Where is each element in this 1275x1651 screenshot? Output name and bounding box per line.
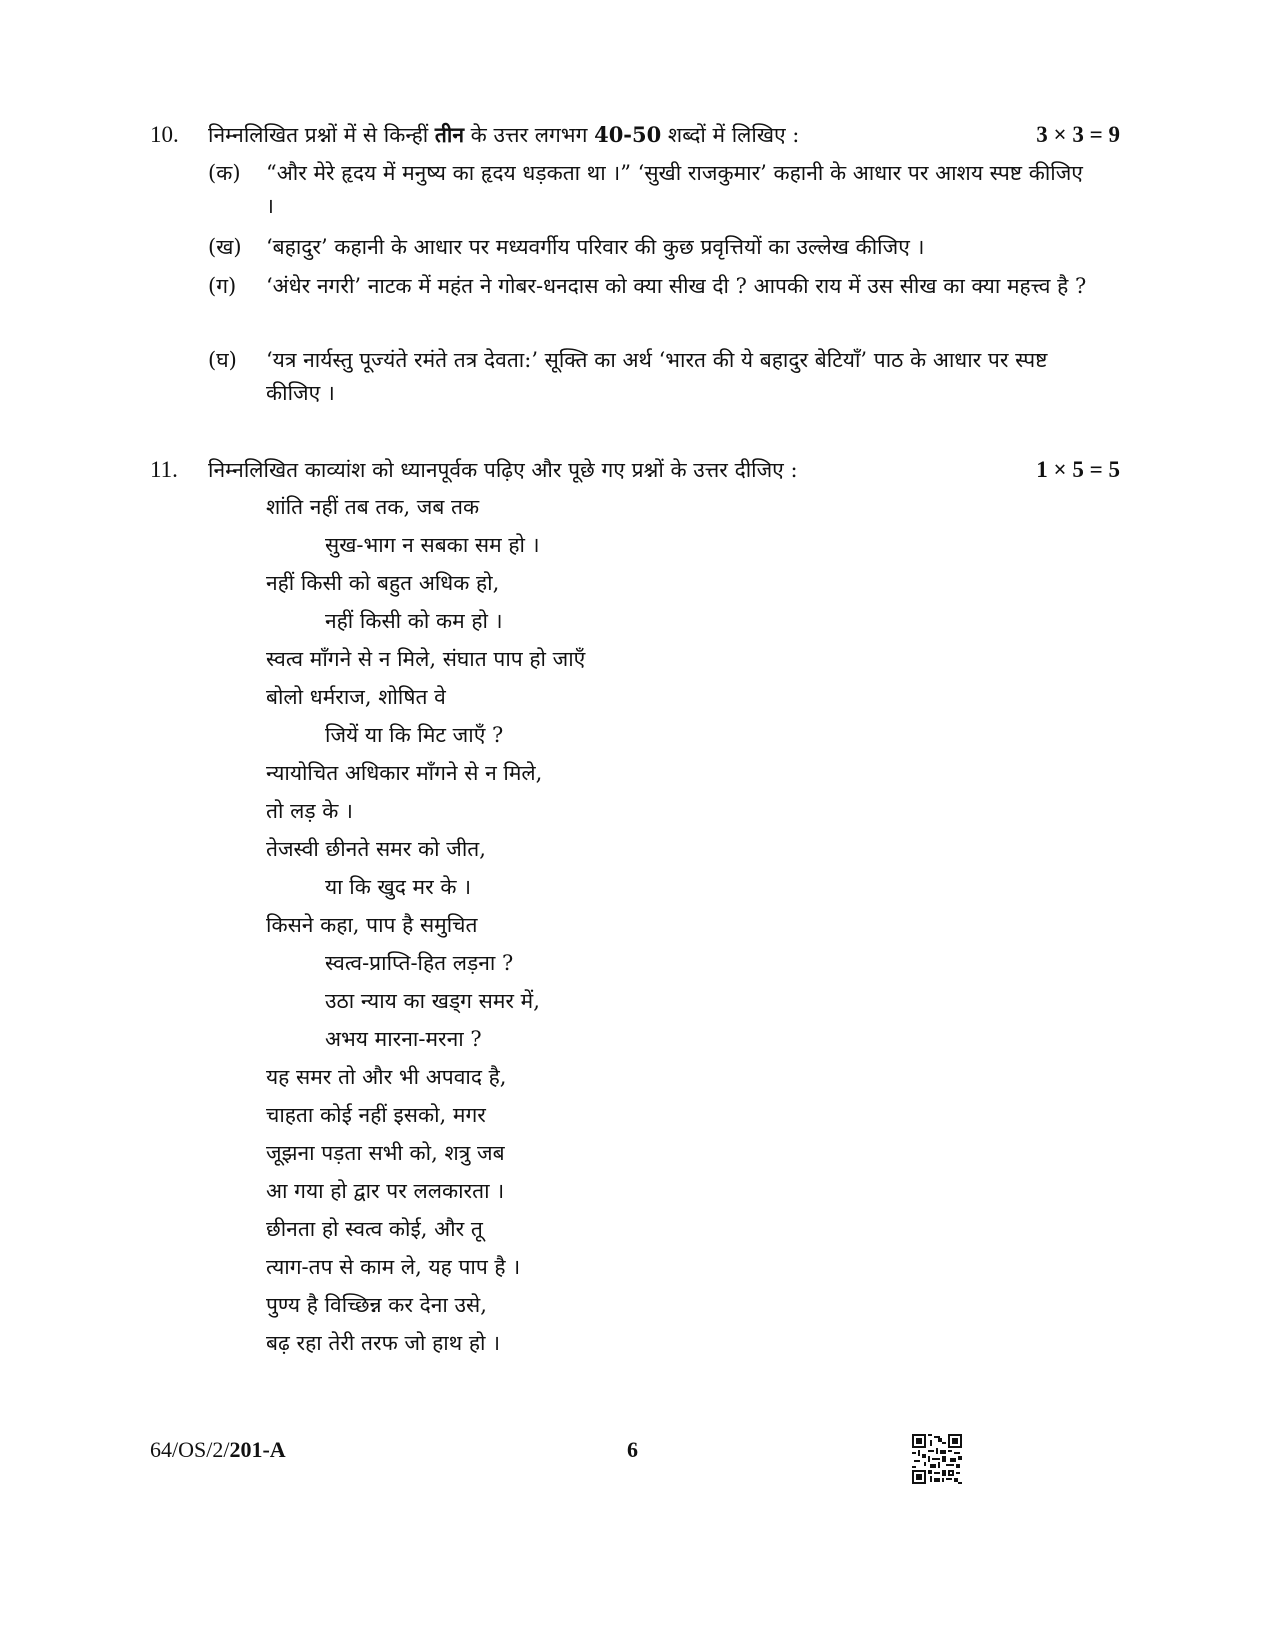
poem-line: स्वत्व-प्राप्ति-हित लड़ना ? [325, 951, 514, 975]
sub-question-text: ‘यत्र नार्यस्तु पूज्यंते रमंते तत्र देवता:’ सूक्ति का अर्थ ‘भारत की ये बहादुर बेटियाँ’ पाठ के आधार पर स्पष्ट कीजिए । [266, 348, 1048, 405]
poem-line: तेजस्वी छीनते समर को जीत, [266, 837, 486, 861]
sub-question-text: ‘अंधेर नगरी’ नाटक में महंत ने गोबर-धनदास को क्या सीख दी ? आपकी राय में उस सीख का क्या महत्त्व है ? [266, 274, 1087, 298]
instruction-part: के उत्तर लगभग [463, 123, 595, 147]
page-number: 6 [627, 1437, 638, 1462]
marks-label: 3 × 3 = 9 [1036, 122, 1120, 147]
sub-question-label: (ग) [208, 274, 237, 298]
sub-question-label: (ख) [208, 235, 242, 259]
sub-question-label: (घ) [208, 348, 237, 372]
sub-question-kha [208, 231, 1088, 264]
question-number: 11. [150, 457, 178, 482]
poem-line: उठा न्याय का खड्ग समर में, [325, 989, 540, 1013]
question-11-header [0, 450, 1275, 490]
poem-line: आ गया हो द्वार पर ललकारता । [266, 1179, 505, 1203]
question-10-header [0, 115, 1275, 155]
poem-line: नहीं किसी को बहुत अधिक हो, [266, 571, 500, 595]
sub-question-text: “और मेरे हृदय में मनुष्य का हृदय धड़कता था ।” ‘सुखी राजकुमार’ कहानी के आधार पर आशय स्पष्ट कीजिए । [266, 161, 1083, 218]
question-number: 10. [150, 122, 179, 147]
poem-line: छीनता हो स्वत्व कोई, और तू [266, 1217, 483, 1241]
poem-line: अभय मारना-मरना ? [325, 1027, 482, 1051]
poem-line: पुण्य है विच्छिन्न कर देना उसे, [266, 1293, 487, 1317]
qr-code-icon [912, 1434, 962, 1484]
poem-line: नहीं किसी को कम हो । [325, 609, 503, 633]
question-instruction [208, 115, 799, 155]
paper-code [150, 1435, 286, 1465]
instruction-bold: 40-50 [594, 122, 662, 147]
poem-line: त्याग-तप से काम ले, यह पाप है । [266, 1255, 521, 1279]
instruction-part: निम्नलिखित प्रश्नों में से किन्हीं [208, 123, 435, 147]
poem-line: चाहता कोई नहीं इसको, मगर [266, 1103, 486, 1127]
poem-line: या कि खुद मर के । [325, 875, 472, 899]
poem-line: तो लड़ के । [266, 799, 353, 823]
paper-code-suffix: 201-A [229, 1437, 286, 1462]
poem-line: शांति नहीं तब तक, जब तक [266, 495, 480, 519]
instruction-bold: तीन [434, 122, 464, 147]
poem-line: स्वत्व माँगने से न मिले, संघात पाप हो जाएँ [266, 647, 586, 671]
poem-line: सुख-भाग न सबका सम हो । [325, 533, 540, 557]
instruction-part: शब्दों में लिखिए : [661, 123, 800, 147]
poem-line: किसने कहा, पाप है समुचित [266, 913, 478, 937]
poem-line: न्यायोचित अधिकार माँगने से न मिले, [266, 761, 543, 785]
poem-line: जियें या कि मिट जाएँ ? [325, 723, 504, 747]
sub-question-gha [208, 344, 1088, 410]
sub-question-label: (क) [208, 161, 241, 185]
marks-label: 1 × 5 = 5 [1036, 457, 1120, 482]
poem-line: यह समर तो और भी अपवाद है, [266, 1065, 507, 1089]
paper-code-prefix: 64/OS/2/ [150, 1437, 230, 1462]
poem-line: जूझना पड़ता सभी को, शत्रु जब [266, 1141, 505, 1165]
poem-line: बोलो धर्मराज, शोषित वे [266, 685, 446, 709]
question-instruction: निम्नलिखित काव्यांश को ध्यानपूर्वक पढ़िए और पूछे गए प्रश्नों के उत्तर दीजिए : [208, 458, 798, 482]
sub-question-ka [208, 157, 1088, 223]
poem-line: बढ़ रहा तेरी तरफ जो हाथ हो । [266, 1331, 501, 1355]
sub-question-text: ‘बहादुर’ कहानी के आधार पर मध्यवर्गीय परिवार की कुछ प्रवृत्तियों का उल्लेख कीजिए । [266, 235, 925, 259]
sub-question-ga [208, 270, 1088, 303]
